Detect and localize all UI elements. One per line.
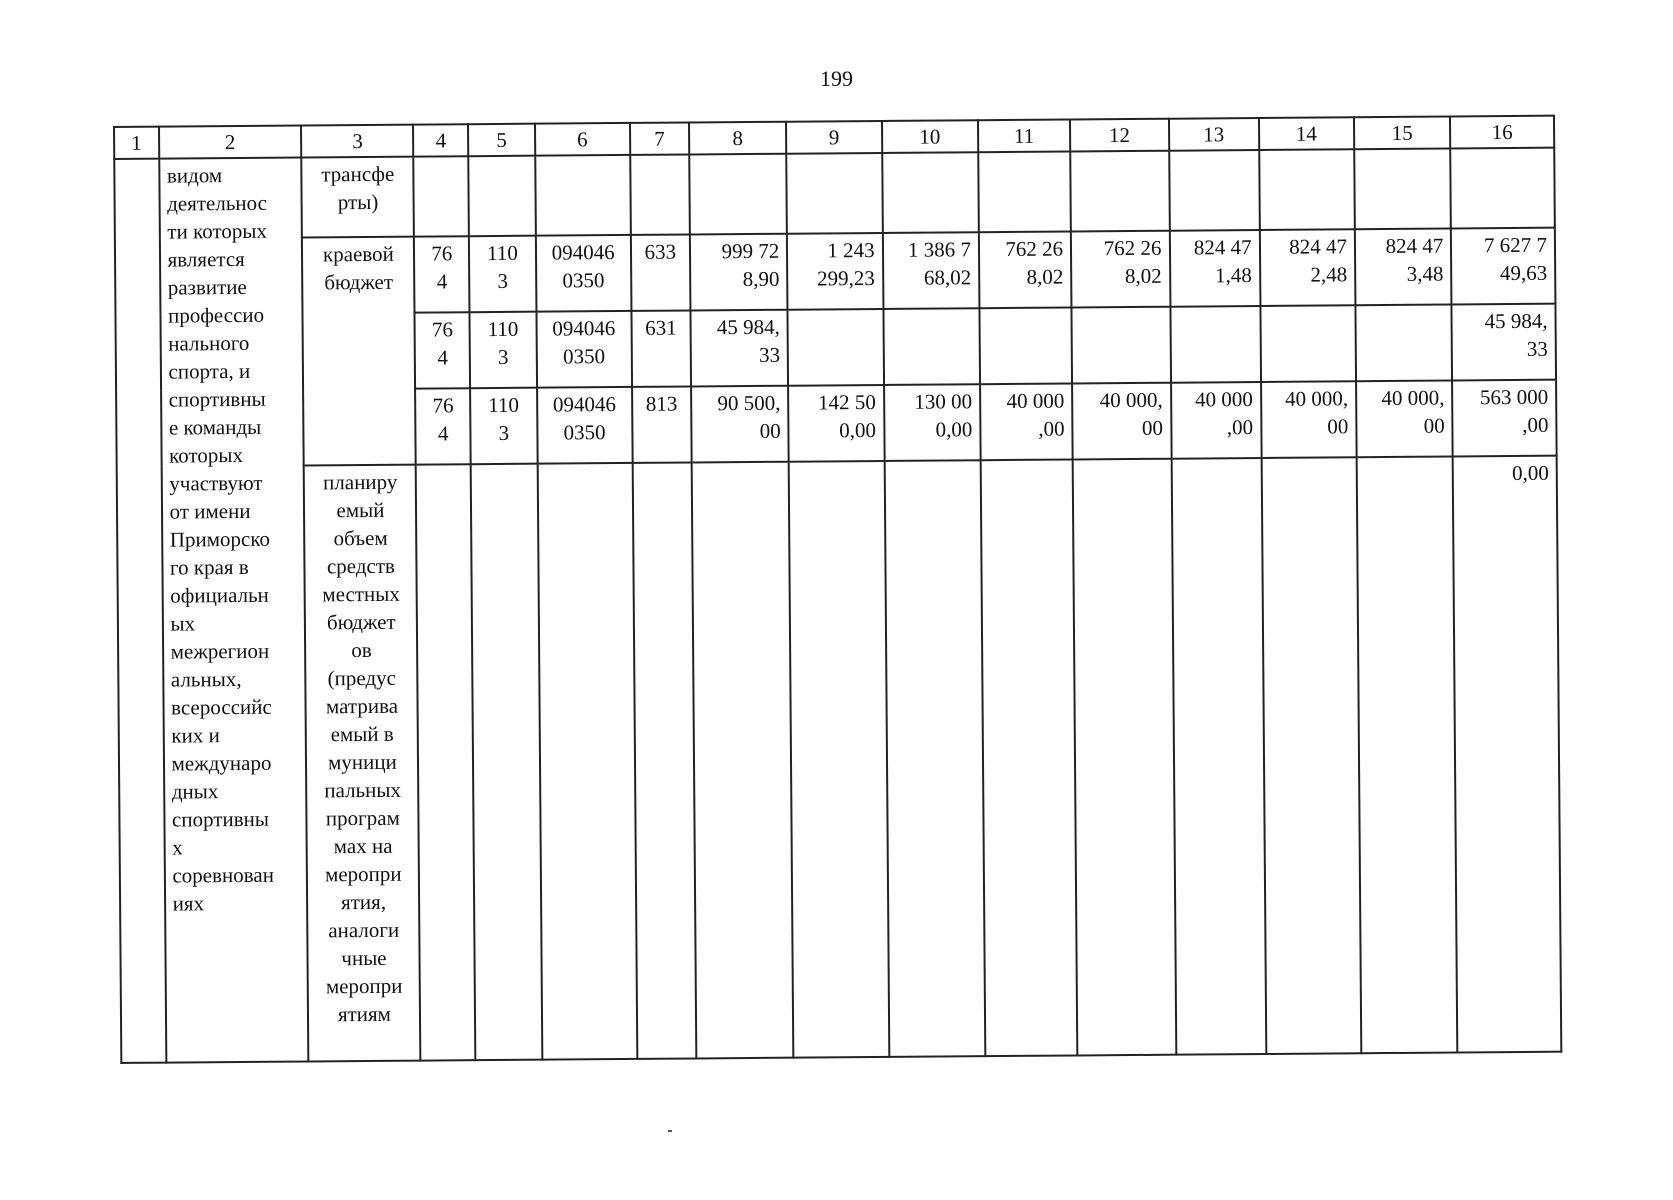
column-header: 4	[413, 124, 468, 156]
table-cell: 40 000 ,00	[1171, 382, 1262, 459]
table-cell	[414, 156, 470, 236]
table-cell	[1357, 456, 1458, 1053]
table-row-transfers	[114, 148, 1555, 239]
table-cell: 824 47 2,48	[1259, 229, 1355, 306]
table-cell-total: 45 984, 33	[1452, 304, 1556, 381]
column-header: 14	[1259, 117, 1355, 150]
table-cell	[979, 307, 1072, 384]
column-header: 1	[114, 127, 159, 159]
table-cell: 762 26 8,02	[1071, 231, 1170, 308]
table-cell-total: 0,00	[1453, 456, 1561, 1053]
table-cell: 76 4	[414, 236, 470, 312]
column-header: 6	[535, 123, 631, 156]
column-header: 11	[978, 119, 1070, 152]
table-cell	[630, 154, 690, 234]
table-cell: 631	[631, 310, 691, 386]
table-cell: 45 984, 33	[690, 310, 788, 387]
table-cell	[789, 461, 889, 1058]
table-cell	[1260, 305, 1356, 382]
table-cell: 633	[631, 234, 691, 310]
table-cell: 110 3	[470, 388, 537, 465]
table-cell	[1171, 458, 1266, 1055]
table-cell: 142 50 0,00	[788, 385, 884, 462]
table-cell: 762 26 8,02	[979, 231, 1072, 308]
table-cell: 824 47 1,48	[1169, 230, 1260, 307]
col1-cell	[114, 159, 166, 1063]
table-cell: 76 4	[415, 388, 471, 464]
table-cell: 999 72 8,90	[690, 234, 788, 311]
table-cell: 40 000, 00	[1261, 381, 1357, 458]
table-cell: 110 3	[470, 312, 537, 389]
table-cell: 1 243 299,23	[787, 233, 883, 310]
table-cell	[884, 460, 985, 1057]
column-header: 9	[786, 121, 882, 154]
table-cell	[1354, 148, 1451, 229]
table-cell: 110 3	[469, 236, 536, 313]
table-cell: 40 000, 00	[1072, 383, 1171, 460]
table-cell: 094046 0350	[536, 311, 632, 388]
budget-table	[113, 115, 1562, 1064]
table-cell	[981, 459, 1078, 1056]
table-cell	[471, 464, 542, 1061]
column-header: 3	[301, 125, 413, 158]
table-cell	[1073, 459, 1176, 1056]
table-cell: 40 000, 00	[1356, 380, 1453, 457]
column-header: 10	[882, 120, 979, 153]
table-cell: 90 500, 00	[691, 386, 789, 463]
table-cell: 094046 0350	[537, 387, 633, 464]
table-cell	[1355, 304, 1452, 381]
table-cell	[788, 309, 884, 386]
column-header: 16	[1450, 116, 1554, 149]
page-number: 199	[820, 66, 853, 91]
table-cell: 094046 0350	[535, 235, 631, 312]
table-cell	[535, 155, 631, 236]
table-cell	[469, 156, 536, 237]
column-header: 8	[689, 122, 787, 155]
table-cell	[978, 151, 1071, 232]
table-row	[115, 228, 1556, 315]
column-header: 12	[1070, 119, 1169, 152]
table-cell	[1070, 151, 1169, 232]
funding-source-transfers: трансфе рты)	[302, 157, 414, 238]
table-cell-total: 7 627 7 49,63	[1451, 228, 1555, 305]
table-cell-total: 563 000 ,00	[1452, 380, 1556, 457]
table-cell: 824 47 3,48	[1355, 228, 1452, 305]
table-cell: 40 000 ,00	[980, 383, 1073, 460]
table-cell	[883, 308, 980, 385]
table-cell	[689, 154, 787, 235]
funding-source-regional: краевой бюджет	[302, 237, 416, 466]
table-row-planned	[117, 456, 1562, 1063]
funding-source-planned-local: планиру емый объем средств местных бюджет ов (предус матрива емый в муници пальных програм мах на меропри ятия, аналоги чные меропри ятиям	[304, 465, 421, 1062]
table-cell	[1072, 307, 1171, 384]
column-header: 7	[630, 122, 689, 154]
table-cell	[1170, 306, 1261, 383]
column-header: 5	[468, 124, 535, 157]
table-cell	[1169, 150, 1260, 231]
table-cell: 813	[632, 386, 692, 462]
table-cell	[787, 153, 883, 234]
table-cell	[692, 462, 794, 1059]
scan-speck	[668, 1130, 672, 1132]
column-header: 15	[1354, 116, 1451, 149]
column-header: 13	[1168, 118, 1258, 151]
table-cell	[633, 462, 697, 1058]
table-cell: 130 00 0,00	[884, 384, 981, 461]
table-cell: 1 386 7 68,02	[882, 232, 979, 309]
activity-description: видом деятельнос ти которых является развитие профессио нального спорта, и спортивны е команды которых участвуют от имени Приморско го края в официальн ых межрегион альных, всероссийс ких и междунаро дных спортивны х соревнован иях	[159, 158, 309, 1063]
table-cell: 76 4	[415, 312, 471, 388]
table-cell	[1450, 148, 1554, 229]
table-cell	[537, 463, 637, 1060]
column-header: 2	[159, 126, 302, 159]
table-cell	[416, 464, 476, 1060]
table-cell	[1259, 149, 1355, 230]
table-cell	[882, 152, 979, 233]
table-cell	[1261, 457, 1361, 1054]
